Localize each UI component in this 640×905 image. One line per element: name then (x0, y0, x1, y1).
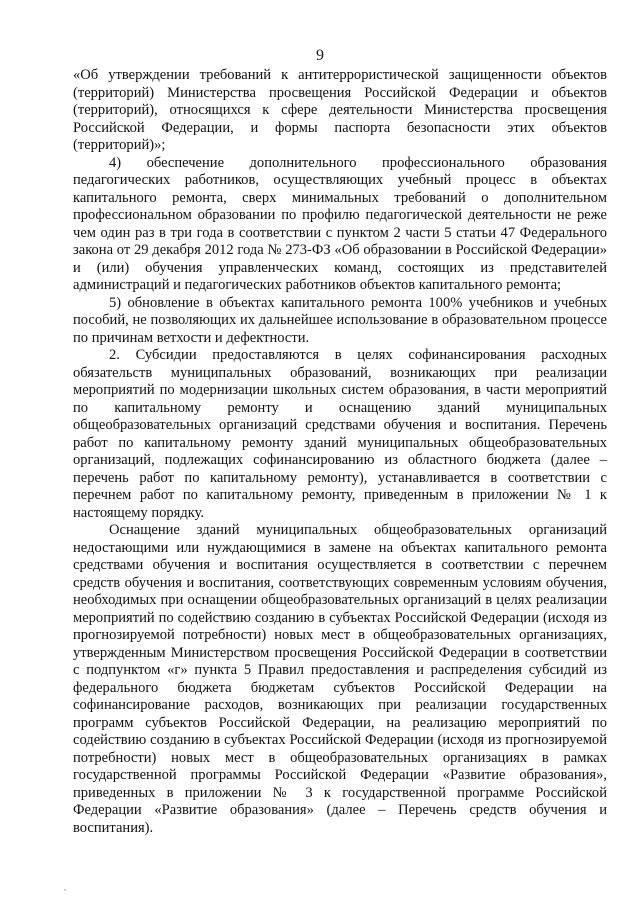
paragraph-1: «Об утверждении требований к антитеррористической защищенности объектов (территорий) Министерства просвещения Российской Федерации и объектов (территорий), относящихся к сфере деятельности Министерства просвещения Российской Федерации, и формы паспорта безопасности этих объектов (территорий)»; (73, 67, 607, 153)
paragraph-2: 4) обеспечение дополнительного профессионального образования педагогических работников, осуществляющих учебный процесс в объектах капитального ремонта, сверх минимальных требований о дополнительном профессиональном образовании по профилю педагогической деятельности не реже чем один раз в три года в соответствии с пунктом 2 части 5 статьи 47 Федерального закона от 29 декабря 2012 года № 273-ФЗ «Об образовании в Российской Федерации» и (или) обучения управленческих команд, состоящих из представителей администраций и педагогических работников объектов капитального ремонта; (73, 154, 607, 293)
page-number: 9 (316, 47, 324, 64)
scan-artifact-dot (64, 889, 66, 891)
paragraph-4: 2. Субсидии предоставляются в целях софинансирования расходных обязательств муниципальных образований, возникающих при реализации мероприятий по модернизации школьных систем образования, в части мероприятий по капитальному ремонту и оснащению зданий муниципальных общеобразовательных организаций средствами обучения и воспитания. Перечень работ по капитальному ремонту зданий муниципальных общеобразовательных организаций, подлежащих софинансированию из областного бюджета (далее – перечень работ по капитальному ремонту), устанавливается в соответствии с перечнем работ по капитальному ремонту, приведенным в приложении № 1 к настоящему порядку. (73, 347, 607, 521)
paragraph-5: Оснащение зданий муниципальных общеобразовательных организаций недостающими или нуждающимися в замене на объектах капитального ремонта средствами обучения и воспитания осуществляется в соответствии с перечнем средств обучения и воспитания, соответствующих современным условиям обучения, необходимых при оснащении общеобразовательных организаций в целях реализации мероприятий по содействию созданию в субъектах Российской Федерации (исходя из прогнозируемой потребности) новых мест в общеобразовательных организациях, утвержденным Министерством просвещения Российской Федерации в соответствии с подпунктом «г» пункта 5 Правил предоставления и распределения субсидий из федерального бюджета бюджетам субъектов Российской Федерации на софинансирование расходов, возникающих при реализации государственных программ субъектов Российской Федерации, на реализацию мероприятий по содействию созданию в субъектах Российской Федерации (исходя из прогнозируемой потребности) новых мест в общеобразовательных организациях в рамках государственной программы Российской Федерации «Развитие образования», приведенных в приложении № 3 к государственной программе Российской Федерации «Развитие образования» (далее – Перечень средств обучения и воспитания). (73, 522, 607, 836)
document-body (73, 67, 607, 837)
paragraph-3: 5) обновление в объектах капитального ремонта 100% учебников и учебных пособий, не позволяющих их дальнейшее использование в образовательном процессе по причинам ветхости и дефектности. (73, 294, 607, 346)
